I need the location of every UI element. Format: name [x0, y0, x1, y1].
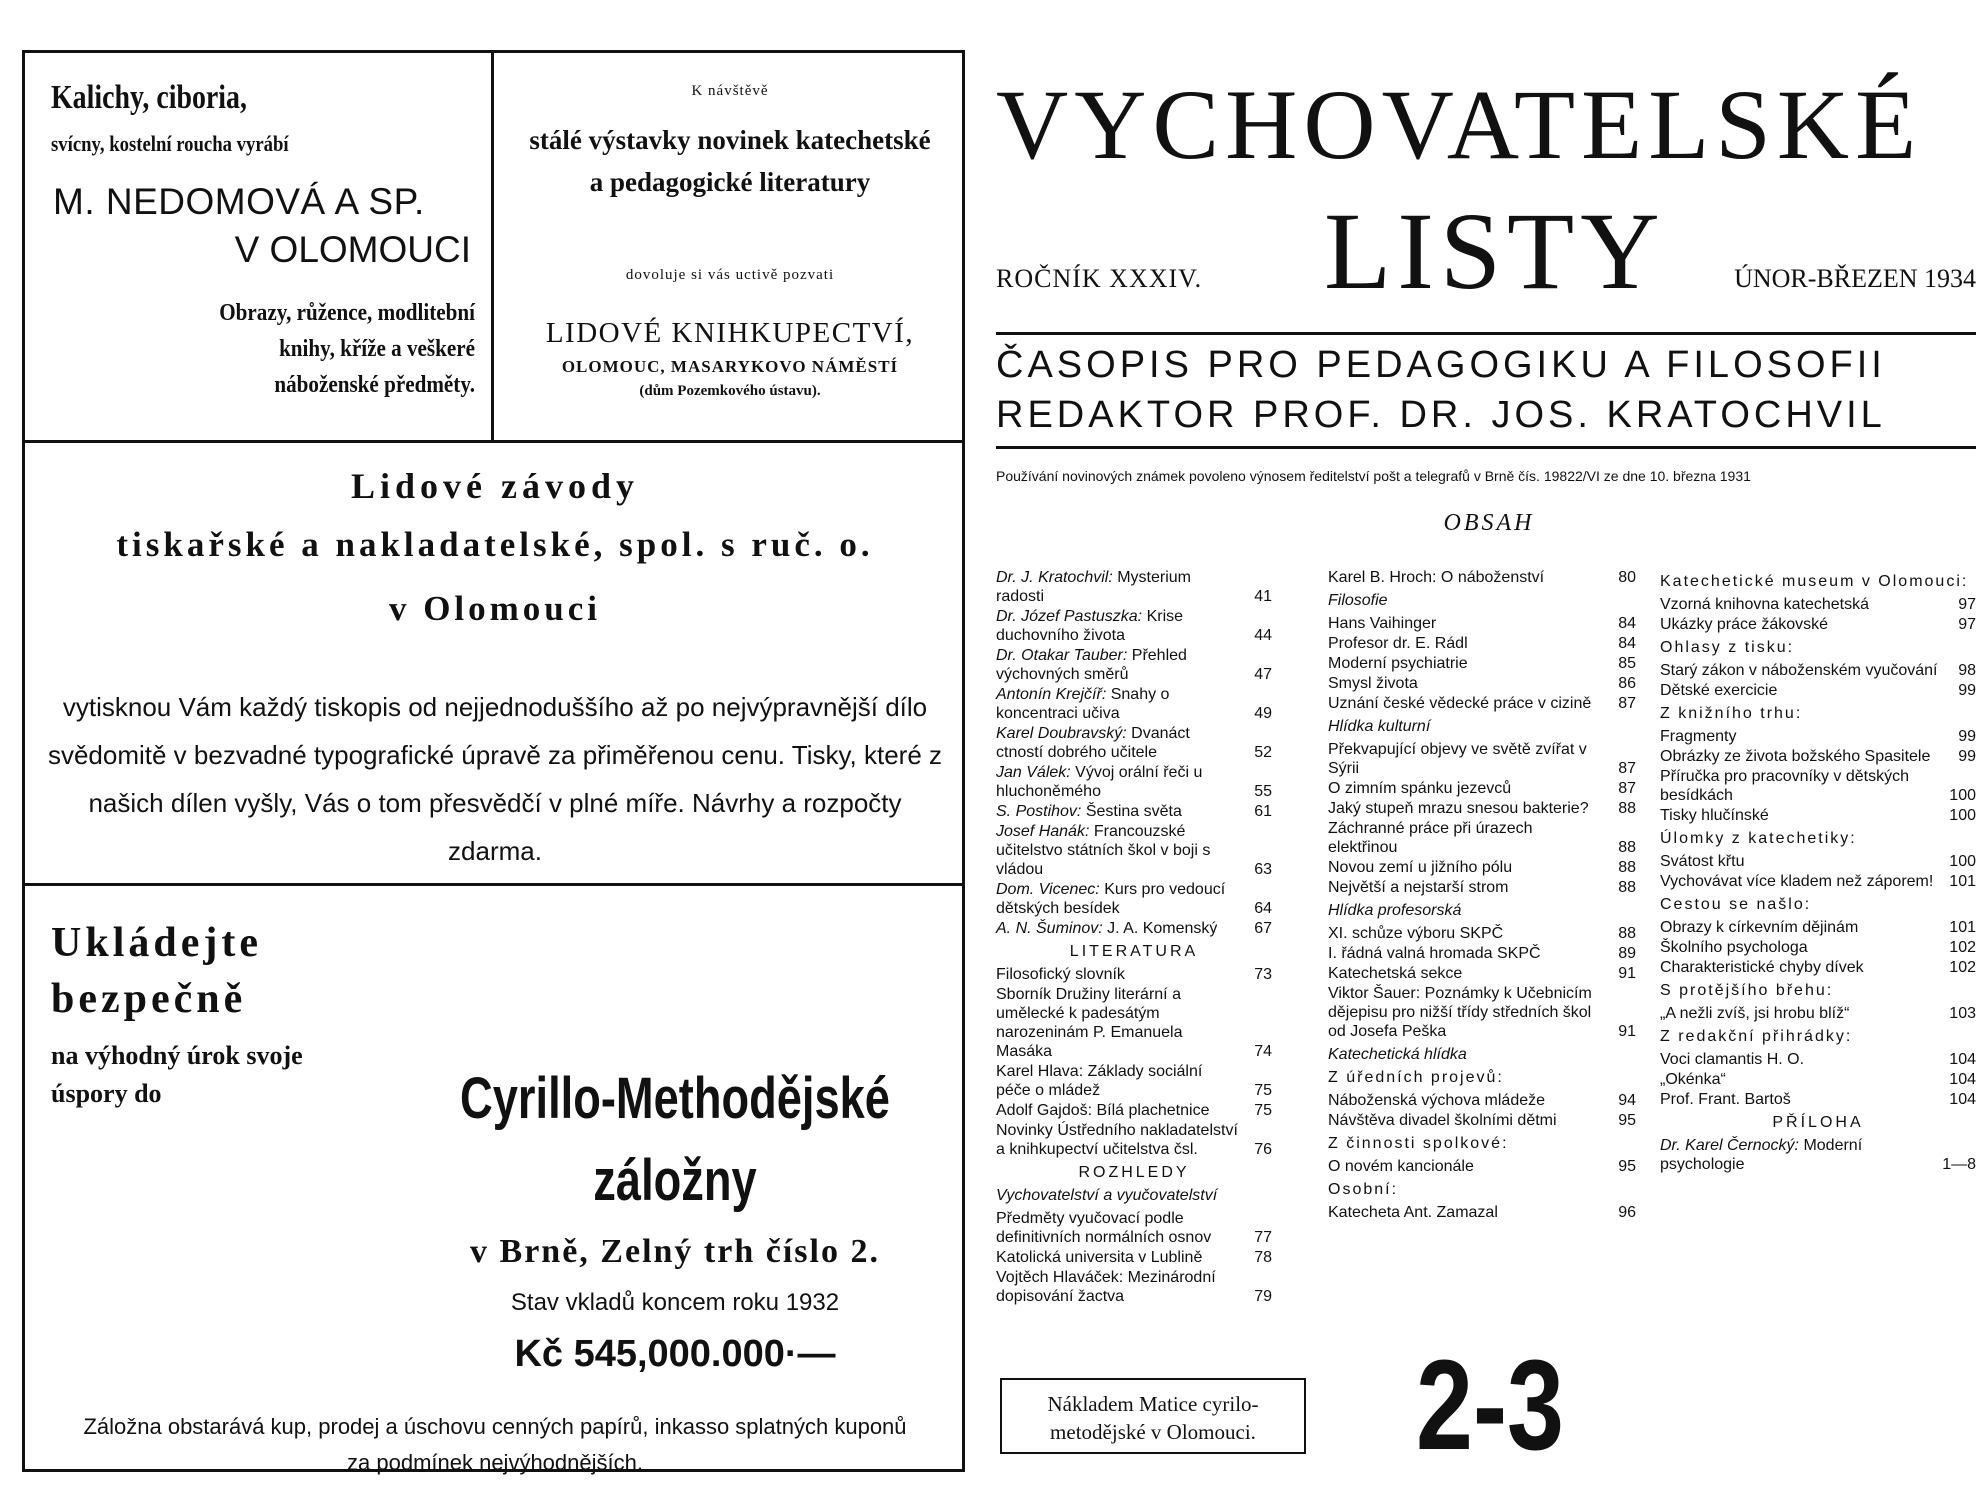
journal-editor: REDAKTOR PROF. DR. JOS. KRATOCHVIL — [996, 394, 1886, 436]
toc-section-heading: Katechetické museum v Olomouci: — [1660, 573, 1969, 590]
ad-exhibition-invite: dovoluje si vás uctivě pozvati — [625, 267, 835, 283]
toc-item: Dr. Józef Pastuszka: Krise duchovního života 44 — [996, 608, 1272, 644]
toc-item: Sborník Družiny literární a umělecké k padesátým narozeninám P. Emanuela Masáka 74 — [996, 986, 1272, 1060]
toc-section-heading: Hlídka kulturní — [1328, 718, 1431, 735]
toc-item: Hans Vaihinger 84 — [1328, 615, 1636, 632]
ad-bank-name-2: záložny — [593, 1148, 757, 1213]
toc-item: Karel Hlava: Základy sociální péče o mládež 75 — [996, 1063, 1272, 1099]
toc-item: Obrazy k církevním dějinám 101 — [1660, 919, 1976, 936]
rule — [996, 332, 1976, 335]
masthead-title: VYCHOVATELSKÉ — [996, 69, 1923, 180]
ad-exhibition-headline: stálé výstavky novinek katechetské a pedagogické literatury — [529, 125, 931, 197]
toc-item: Dr. Otakar Tauber: Přehled výchovných směrů 47 — [996, 647, 1272, 683]
ad-vestments-company: M. NEDOMOVÁ A SP. — [53, 181, 425, 222]
toc-item: Katecheta Ant. Zamazal 96 — [1328, 1204, 1636, 1221]
toc-item: Jaký stupeň mrazu snesou bakterie? 88 — [1328, 800, 1636, 817]
toc-item: Předměty vyučovací podle definitivních normálních osnov 77 — [996, 1210, 1272, 1246]
ad-bank-deposits-value: Kč 545,000.000·— — [514, 1333, 836, 1375]
toc-section-heading: Úlomky z katechetiky: — [1660, 830, 1857, 847]
toc-item: Voci clamantis H. O. 104 — [1660, 1051, 1976, 1068]
toc-item: Obrázky ze života božského Spasitele 99 — [1660, 748, 1976, 765]
toc-item: Náboženská výchova mládeže 94 — [1328, 1092, 1636, 1109]
toc-item: Antonín Krejčíř: Snahy o koncentraci učiva 49 — [996, 686, 1272, 722]
toc-item: S. Postihov: Šestina světa 61 — [996, 803, 1272, 820]
toc-item: Profesor dr. E. Rádl 84 — [1328, 635, 1636, 652]
toc-subsection-heading: Z činnosti spolkové: — [1328, 1135, 1509, 1152]
toc-subsection-heading: Z úředních projevů: — [1328, 1069, 1504, 1086]
toc-item: Vojtěch Hlaváček: Mezinárodní dopisování žactva 79 — [996, 1269, 1272, 1305]
toc-item: O zimním spánku jezevců 87 — [1328, 780, 1636, 797]
toc-column-3 — [1660, 568, 1976, 1175]
toc-item: XI. schůze výboru SKPČ 88 — [1328, 925, 1636, 942]
toc-item: Novou zemí u jižního pólu 88 — [1328, 859, 1636, 876]
divider — [25, 440, 962, 443]
toc-item: Fragmenty 99 — [1660, 728, 1976, 745]
toc-item: Prof. Frant. Bartoš 104 — [1660, 1091, 1976, 1108]
ad-bank-deposits-label: Stav vkladů koncem roku 1932 — [510, 1289, 840, 1316]
toc-section-heading: Hlídka profesorská — [1328, 902, 1462, 919]
toc-section-heading: Ohlasy z tisku: — [1660, 639, 1795, 656]
contents-heading: OBSAH — [1443, 510, 1535, 536]
ad-exhibition-company: LIDOVÉ KNIHKUPECTVÍ, — [545, 317, 915, 349]
ad-exhibition-building: (dům Pozemkového ústavu). — [639, 383, 821, 399]
toc-item: Vzorná knihovna katechetská 97 — [1660, 596, 1976, 613]
divider — [491, 53, 494, 440]
toc-item: Návštěva divadel školními dětmi 95 — [1328, 1112, 1636, 1129]
toc-item: Největší a nejstarší strom 88 — [1328, 879, 1636, 896]
toc-section-heading: Z redakční přihrádky: — [1660, 1028, 1853, 1045]
ad-bank-slogan: Ukládejte bezpečně — [51, 920, 262, 1022]
journal-subtitle: ČASOPIS PRO PEDAGOGIKU A FILOSOFII — [996, 344, 1886, 386]
ad-bank-name: Cyrillo-Methodějské — [460, 1066, 890, 1131]
toc-item: Karel B. Hroch: O náboženství 80 — [1328, 569, 1636, 586]
rule — [996, 446, 1976, 449]
toc-item: Dr. J. Kratochvil: Mysterium radosti 41 — [996, 569, 1272, 605]
toc-subsection-heading: Osobní: — [1328, 1181, 1399, 1198]
toc-item: Josef Hanák: Francouzské učitelstvo státních škol v boji s vládou 63 — [996, 823, 1272, 878]
divider — [25, 883, 962, 886]
toc-item: I. řádná valná hromada SKPČ 89 — [1328, 945, 1636, 962]
toc-section-heading: Filosofie — [1328, 592, 1388, 609]
postal-notice: Používání novinových známek povoleno výnosem ředitelství pošt a telegrafů v Brně čís. 19822/VI ze dne 10. března 1931 — [996, 468, 1751, 484]
toc-item: Překvapující objevy ve světě zvířat v Sýrii 87 — [1328, 741, 1636, 777]
toc-item: A. N. Šuminov: J. A. Komenský 67 — [996, 920, 1272, 937]
toc-item: „Okénka“ 104 — [1660, 1071, 1976, 1088]
issue-date: ÚNOR-BŘEZEN 1934 — [1734, 264, 1976, 293]
toc-item: Školního psychologa 102 — [1660, 939, 1976, 956]
toc-item: Záchranné práce při úrazech elektřinou 88 — [1328, 820, 1636, 856]
toc-section-heading: Z knižního trhu: — [1660, 705, 1803, 722]
toc-item: Dom. Vicenec: Kurs pro vedoucí dětských besídek 64 — [996, 881, 1272, 917]
ad-vestments-title: Kalichy, ciboria, — [51, 79, 247, 116]
toc-item: Viktor Šauer: Poznámky k Učebnicím dějepisu pro nižší třídy středních škol od Josefa Peška 91 — [1328, 985, 1636, 1040]
toc-section-heading: Cestou se našlo: — [1660, 896, 1812, 913]
toc-item: Příručka pro pracovníky v dětských besídkách 100 — [1660, 768, 1976, 804]
ad-bank-address: v Brně, Zelný trh číslo 2. — [470, 1233, 880, 1270]
toc-item: Charakteristické chyby dívek 102 — [1660, 959, 1976, 976]
ad-exhibition-address: OLOMOUC, MASARYKOVO NÁMĚSTÍ — [561, 357, 899, 376]
ad-bank-services: Záložna obstarává kup, prodej a úschovu cenných papírů, inkasso splatných kuponů za podmínek nejvýhodnějších. — [83, 1414, 907, 1475]
toc-item: Filosofický slovník 73 — [996, 966, 1272, 983]
ad-printing-line1: Lidové závody — [350, 466, 639, 506]
issue-number: 2-3 — [1416, 1334, 1564, 1477]
toc-item: Adolf Gajdoš: Bílá plachetnice 75 — [996, 1102, 1272, 1119]
toc-item: Katechetská sekce 91 — [1328, 965, 1636, 982]
toc-item: Ukázky práce žákovské 97 — [1660, 616, 1976, 633]
toc-item: „A nežli zvíš, jsi hrobu blíž“ 103 — [1660, 1005, 1976, 1022]
toc-item: Vychovávat více kladem než záporem! 101 — [1660, 873, 1976, 890]
toc-section-heading: LITERATURA — [1069, 943, 1199, 960]
toc-subsection-heading: Vychovatelství a vyučovatelství — [996, 1187, 1218, 1204]
toc-item: Smysl života 86 — [1328, 675, 1636, 692]
toc-column-1 — [996, 568, 1272, 1307]
publisher-box — [1000, 1378, 1306, 1454]
toc-column-2 — [1328, 568, 1636, 1223]
toc-item: Starý zákon v náboženském vyučování 98 — [1660, 662, 1976, 679]
ad-printing-line2: tiskařské a nakladatelské, spol. s ruč. o. — [116, 525, 874, 564]
toc-item: Moderní psychiatrie 85 — [1328, 655, 1636, 672]
ad-bank-slogan-sub: na výhodný úrok svoje úspory do — [51, 1041, 303, 1108]
ad-printing-line3: v Olomouci — [388, 589, 602, 628]
toc-section-heading: Katechetická hlídka — [1328, 1046, 1467, 1063]
toc-item: Dr. Karel Černocký: Moderní psychologie 1—8 — [1660, 1137, 1976, 1173]
advertisement-page — [22, 50, 965, 1475]
toc-item: Tisky hlučínské 100 — [1660, 807, 1976, 824]
publisher-note: Nákladem Matice cyrilo-metodějské v Olomouci. — [1047, 1392, 1259, 1444]
toc-section-heading: PŘÍLOHA — [1772, 1114, 1864, 1131]
ad-printing-body: vytisknou Vám každý tiskopis od nejjednoduššího až po nejvýpravnější dílo svědomitě v bezvadné typografické úpravě za přiměřenou cenu. Tisky, které z našich dílen vyšly, Vás o tom přesvědčí v plné míře. Návrhy a rozpočty zdarma. — [47, 692, 943, 866]
ad-vestments-subtitle: svícny, kostelní roucha vyrábí — [51, 131, 289, 156]
toc-section-heading: ROZHLEDY — [1078, 1164, 1190, 1181]
volume-label: ROČNÍK XXXIV. — [996, 264, 1203, 293]
toc-item: Jan Válek: Vývoj orální řeči u hluchoněmého 55 — [996, 764, 1272, 800]
toc-section-heading: S protějšího břehu: — [1660, 982, 1834, 999]
toc-item: Dětské exercicie 99 — [1660, 682, 1976, 699]
toc-item: Uznání české vědecké práce v cizině 87 — [1328, 695, 1636, 712]
ad-vestments-products: Obrazy, růžence, modlitební knihy, kříže a veškeré náboženské předměty. — [219, 300, 475, 398]
toc-item: Karel Doubravský: Dvanáct ctností dobrého učitele 52 — [996, 725, 1272, 761]
ad-exhibition-intro: K návštěvě — [691, 83, 769, 99]
toc-item: Novinky Ústředního nakladatelství a knihkupectví učitelstva čsl. 76 — [996, 1122, 1272, 1158]
ad-vestments-city: V OLOMOUCI — [234, 229, 471, 270]
toc-item: O novém kancionále 95 — [1328, 1158, 1636, 1175]
toc-item: Svátost křtu 100 — [1660, 853, 1976, 870]
toc-item: Katolická universita v Lublině 78 — [996, 1249, 1272, 1266]
masthead-title-2: LISTY — [1324, 190, 1666, 312]
